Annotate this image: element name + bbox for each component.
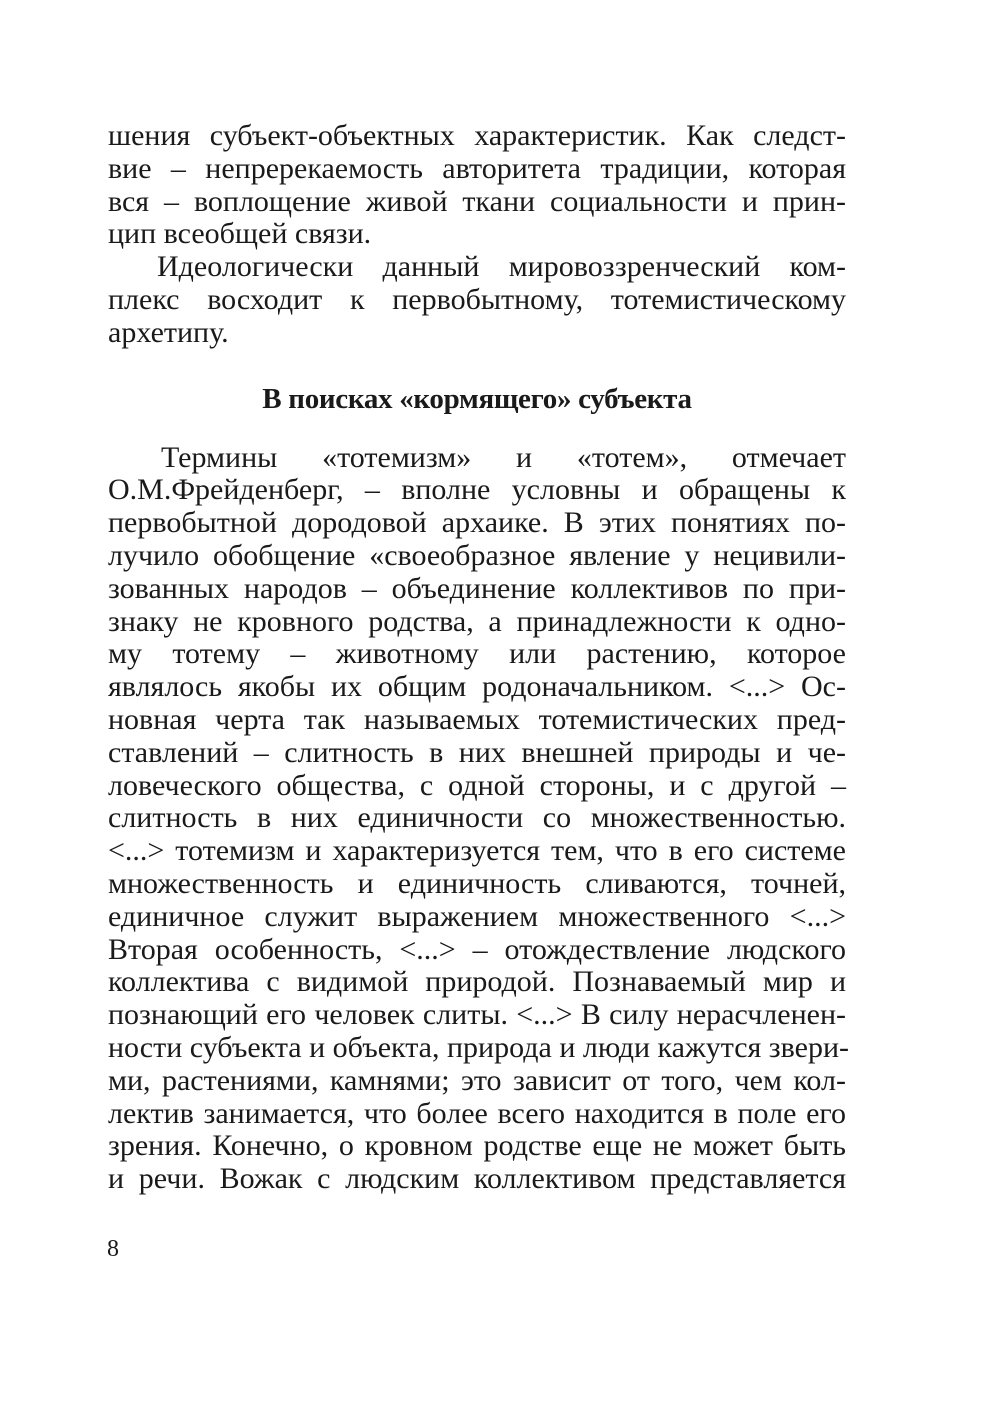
text-line: и речи. Вожак с людским коллективом представляется [108, 1162, 846, 1196]
text-line: ности субъекта и объекта, природа и люди кажутся звери- [108, 1030, 850, 1064]
text-line: ставлений – слитность в них внешней природы и че- [108, 735, 846, 769]
text-line: му тотему – животному или растению, которое [108, 637, 846, 671]
page-number: 8 [107, 1236, 119, 1262]
text-line: знаку не кровного родства, а принадлежности к одно- [108, 604, 846, 638]
text-line: Вторая особенность, <...> – отождествление людского [108, 932, 846, 966]
text-line: лектив занимается, что более всего находится в поле его [108, 1096, 846, 1130]
text-line: являлось якобы их общим родоначальником. <...> Ос- [108, 670, 846, 704]
text-line: познающий его человек слиты. <...> В силу нерасчленен- [108, 998, 846, 1032]
text-line: шения субъект-объектных характеристик. Как следст- [108, 119, 846, 152]
text-line: лучило обобщение «своеобразное явление у нецивили- [108, 538, 846, 572]
text-line: вие – непререкаемость авторитета традиции, которая [108, 151, 846, 185]
text-line: новная черта так называемых тотемистических пред- [108, 702, 846, 736]
text-line: Термины «тотемизм» и «тотем», отмечает [161, 440, 846, 474]
text-line: единичное служит выражением множественного <...> [108, 899, 846, 933]
text-line: ловеческого общества, с одной стороны, и с другой – [108, 768, 846, 802]
text-line: Идеологически данный мировоззренческий ком- [157, 250, 846, 284]
page-body [108, 119, 850, 1196]
text-line: архетипу. [108, 315, 229, 349]
paragraph [108, 251, 846, 349]
text-line: множественность и единичность сливаются, точней, [108, 866, 846, 900]
text-line: вся – воплощение живой ткани социальности и прин- [108, 184, 846, 218]
text-line: коллектива с видимой природой. Познаваемый мир и [108, 965, 846, 999]
text-line: ми, растениями, камнями; это зависит от того, чем кол- [108, 1063, 846, 1097]
text-line: зованных народов – объединение коллективов по при- [108, 571, 846, 605]
text-line: слитность в них единичности со множественностью. [108, 801, 846, 835]
paragraph [108, 120, 846, 251]
section-heading: В поисках «кормящего» субъекта [262, 382, 692, 415]
text-line: цип всеобщей связи. [108, 217, 372, 251]
text-line: первобытной дородовой архаике. В этих понятиях по- [108, 506, 846, 540]
text-line: плекс восходит к первобытному, тотемистическому [108, 282, 846, 316]
paragraph [108, 440, 850, 1196]
text-line: <...> тотемизм и характеризуется тем, что в его системе [108, 834, 846, 868]
text-line: зрения. Конечно, о кровном родстве еще не может быть [108, 1129, 846, 1163]
text-line: О.М.Фрейденберг, – вполне условны и обращены к [108, 473, 846, 507]
